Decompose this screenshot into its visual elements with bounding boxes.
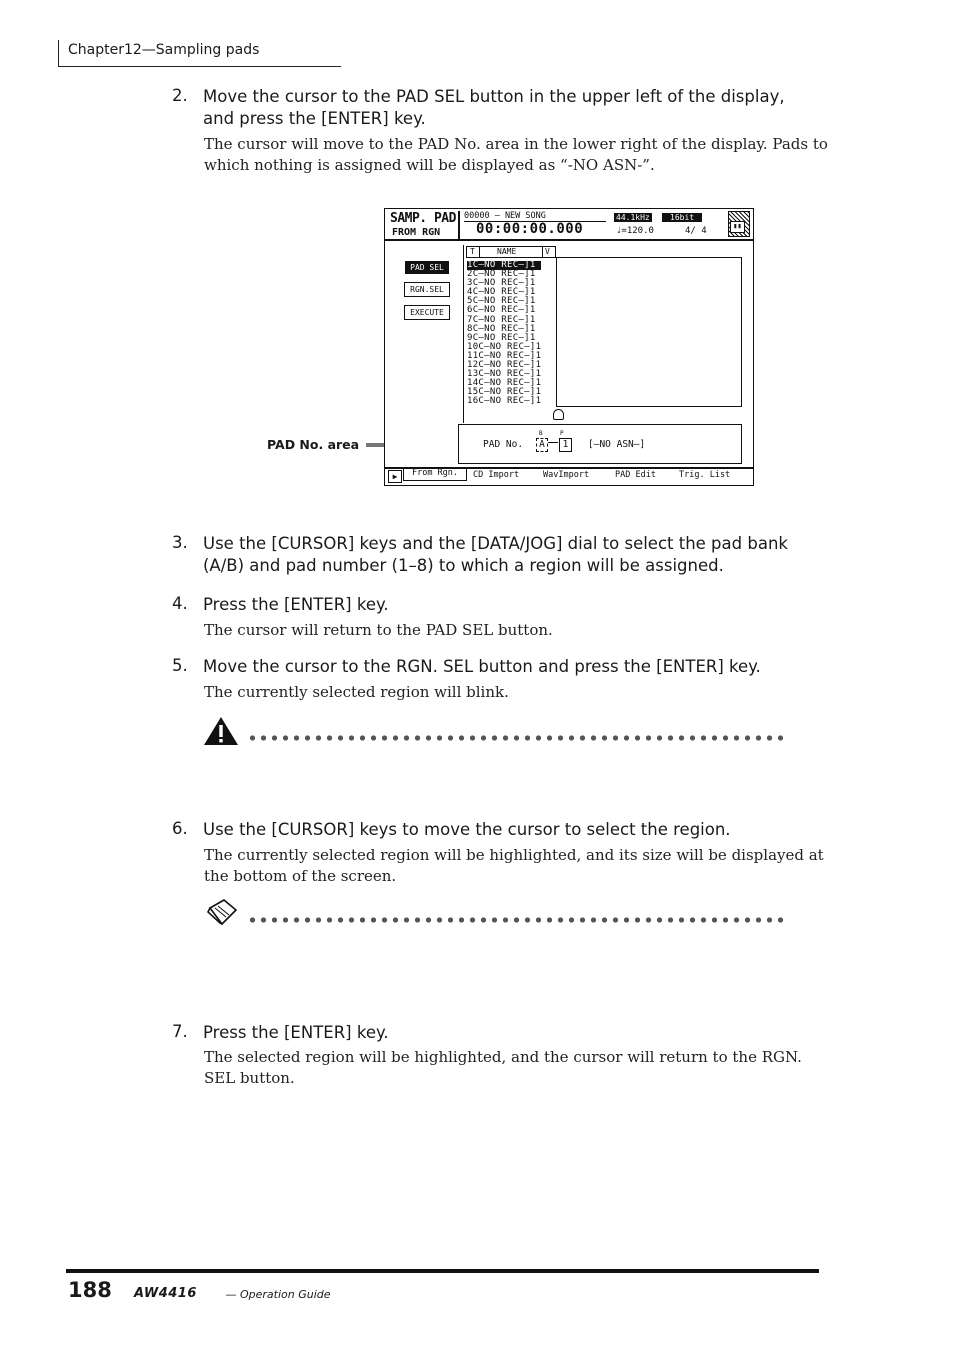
chapter-title: Chapter12—Sampling pads [68, 42, 260, 58]
step-2-number: 2. [172, 86, 188, 105]
pad-row[interactable]: 8C–NO REC–]1 [467, 323, 536, 334]
lcd-screen [384, 208, 754, 486]
step-4-text: Press the [ENTER] key. [203, 595, 389, 614]
song-name: 00000 – NEW SONG [464, 211, 546, 221]
caution-icon [203, 716, 239, 746]
execute-button[interactable]: EXECUTE [404, 305, 450, 320]
pad-status: [–NO ASN–] [588, 439, 646, 450]
tab-from-rgn[interactable]: From Rgn. [403, 467, 467, 481]
footer-rule [66, 1269, 819, 1273]
chapter-header [58, 40, 341, 67]
pad-sel-button[interactable]: PAD SEL [405, 261, 449, 274]
product-logo: AW4416 [134, 1286, 197, 1301]
step-4-description: The cursor will return to the PAD SEL button. [204, 621, 553, 639]
step-4-number: 4. [172, 594, 188, 613]
pad-row[interactable]: 14C–NO REC–]1 [467, 378, 542, 389]
pad-row[interactable]: 5C–NO REC–]1 [467, 296, 536, 307]
step-7-text: Press the [ENTER] key. [203, 1023, 389, 1042]
note-divider [247, 916, 786, 924]
sample-rate: 44.1kHz [616, 213, 650, 222]
step-7-number: 7. [172, 1022, 188, 1041]
pad-row[interactable]: 12C–NO REC–]1 [467, 360, 542, 371]
pad-no-label: PAD No. [483, 439, 524, 450]
list-header: T NAME V [466, 246, 556, 258]
meter: 4/ 4 [685, 226, 707, 236]
waveform-area [556, 257, 742, 407]
pad-row[interactable]: 3C–NO REC–]1 [467, 278, 536, 289]
pad-bank-field[interactable]: A [536, 438, 548, 452]
step-6-number: 6. [172, 819, 188, 838]
step-5-text: Move the cursor to the RGN. SEL button and press the [ENTER] key. [203, 657, 761, 676]
step-3-number: 3. [172, 533, 188, 552]
bit-depth: 16bit [662, 213, 702, 222]
pad-row[interactable]: 2C–NO REC–]1 [467, 269, 536, 280]
page-number: 188 [68, 1278, 112, 1302]
rgn-sel-button[interactable]: RGN.SEL [404, 282, 450, 297]
tab-cd-import[interactable]: CD Import [473, 470, 520, 480]
step-5-number: 5. [172, 656, 188, 675]
screen-title: SAMP. PAD [390, 211, 456, 226]
pad-row[interactable]: 7C–NO REC–]1 [467, 314, 536, 325]
tab-pad-edit[interactable]: PAD Edit [615, 470, 656, 480]
pad-row[interactable]: 13C–NO REC–]1 [467, 369, 542, 380]
pad-row[interactable]: 10C–NO REC–]1 [467, 341, 542, 352]
step-6-text: Use the [CURSOR] keys to move the cursor to select the region. [203, 820, 731, 839]
meter-icon: ▮▮ [730, 221, 745, 233]
pad-list [467, 261, 541, 407]
guide-title: — Operation Guide [222, 1288, 331, 1301]
pad-number-field[interactable]: 1 [559, 438, 572, 452]
step-6-description: The currently selected region will be highlighted, and its size will be displayed at the bottom of the screen. [204, 846, 824, 885]
pad-row[interactable]: 15C–NO REC–]1 [467, 387, 542, 398]
time-counter: 00:00:00.000 [476, 221, 584, 237]
lock-icon [553, 409, 564, 420]
number-header: P [560, 430, 564, 437]
caution-divider [247, 734, 786, 742]
step-3-text: Use the [CURSOR] keys and the [DATA/JOG] dial to select the pad bank (A/B) and pad number (1–8) to which a region will be assigned. [203, 534, 788, 575]
tab-wav-import[interactable]: WavImport [543, 470, 590, 480]
note-icon [206, 898, 238, 926]
pad-row[interactable]: 16C–NO REC–]1 [467, 396, 542, 407]
step-2-description: The cursor will move to the PAD No. area in the lower right of the display. Pads to which nothing is assigned will be displayed as “-NO ASN-”. [204, 135, 828, 174]
pad-row[interactable]: 11C–NO REC–]1 [467, 350, 542, 361]
tab-trig-list[interactable]: Trig. List [679, 470, 731, 480]
play-icon[interactable]: ▶ [388, 470, 402, 483]
pad-row[interactable]: 4C–NO REC–]1 [467, 287, 536, 298]
step-2-text: Move the cursor to the PAD SEL button in the upper left of the display, and press the [ENTER] key. [203, 87, 785, 128]
step-7-description: The selected region will be highlighted, and the cursor will return to the RGN. SEL button. [204, 1048, 802, 1087]
pad-row[interactable]: 1C–NO REC–]1 [467, 261, 541, 270]
screen-subtitle: FROM RGN [392, 227, 441, 238]
step-5-description: The currently selected region will blink. [204, 683, 509, 701]
tempo: ♩=120.0 [616, 226, 654, 236]
pad-row[interactable]: 9C–NO REC–]1 [467, 332, 536, 343]
figure-callout: PAD No. area [267, 437, 360, 452]
bank-header: B [539, 430, 543, 437]
pad-row[interactable]: 6C–NO REC–]1 [467, 305, 536, 316]
